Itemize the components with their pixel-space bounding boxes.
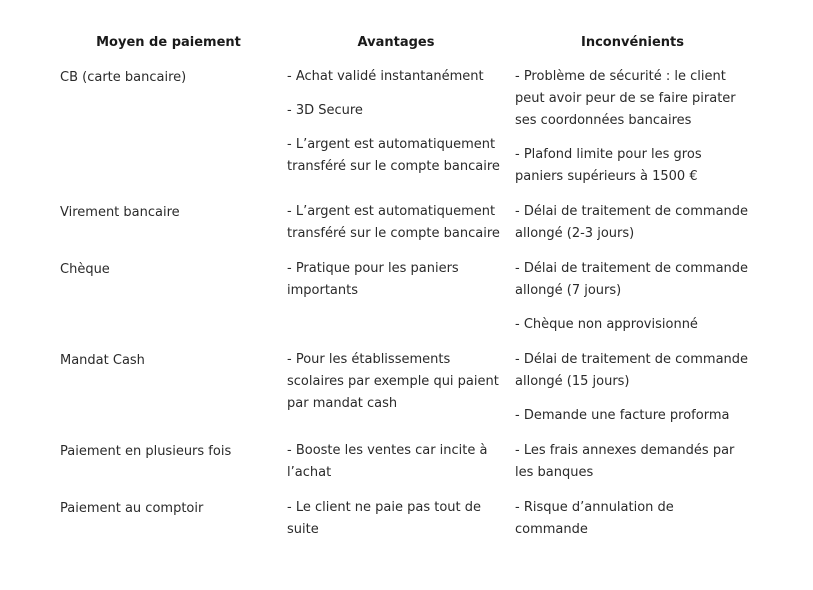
payment-method-cell: CB (carte bancaire) [60,70,187,85]
advantages-cell [282,439,510,496]
disadvantages-cell [510,257,755,348]
advantages-cell [282,348,510,439]
header-method: Moyen de paiement [96,35,241,50]
payment-methods-table [55,30,755,553]
disadvantage-item: - Risque d’annulation de commande [515,500,674,537]
payment-method-cell: Virement bancaire [60,205,180,220]
advantage-item: - Pratique pour les paniers importants [287,261,459,298]
table-body [55,65,755,553]
advantage-item: - L’argent est automatiquement transféré sur le compte bancaire [287,204,500,241]
advantages-cell [282,65,510,200]
disadvantage-item: - Demande une facture proforma [515,408,730,423]
table-row [55,496,755,553]
header-advantages: Avantages [357,35,435,50]
header-row [55,30,755,65]
disadvantage-item: - Délai de traitement de commande allongé (7 jours) [515,261,749,298]
disadvantages-cell [510,348,755,439]
table-row [55,200,755,257]
table-row [55,439,755,496]
advantage-item: - Le client ne paie pas tout de suite [287,500,482,537]
disadvantage-item: - Les frais annexes demandés par les banques [515,443,735,480]
advantages-cell [282,496,510,553]
payment-method-cell: Chèque [60,262,110,277]
table-header [55,30,755,65]
disadvantage-item: - Délai de traitement de commande allongé (2-3 jours) [515,204,749,241]
disadvantage-item: - Chèque non approvisionné [515,317,698,332]
advantage-item: - L’argent est automatiquement transféré sur le compte bancaire [287,137,500,174]
payment-method-cell: Paiement au comptoir [60,501,204,516]
table-row [55,257,755,348]
payment-method-cell: Paiement en plusieurs fois [60,444,232,459]
disadvantage-item: - Délai de traitement de commande allongé (15 jours) [515,352,749,389]
disadvantages-cell [510,496,755,553]
payment-method-cell: Mandat Cash [60,353,145,368]
advantage-item: - Achat validé instantanément [287,69,484,84]
advantages-cell [282,257,510,348]
disadvantages-cell [510,65,755,200]
disadvantage-item: - Plafond limite pour les gros paniers supérieurs à 1500 € [515,147,702,184]
advantage-item: - 3D Secure [287,103,363,118]
disadvantage-item: - Problème de sécurité : le client peut avoir peur de se faire pirater ses coordonnées bancaires [515,69,736,128]
advantages-cell [282,200,510,257]
table-row [55,65,755,200]
advantage-item: - Booste les ventes car incite à l’achat [287,443,488,480]
table-row [55,348,755,439]
disadvantages-cell [510,200,755,257]
disadvantages-cell [510,439,755,496]
header-disadvantages: Inconvénients [580,35,684,50]
advantage-item: - Pour les établissements scolaires par exemple qui paient par mandat cash [287,352,499,411]
